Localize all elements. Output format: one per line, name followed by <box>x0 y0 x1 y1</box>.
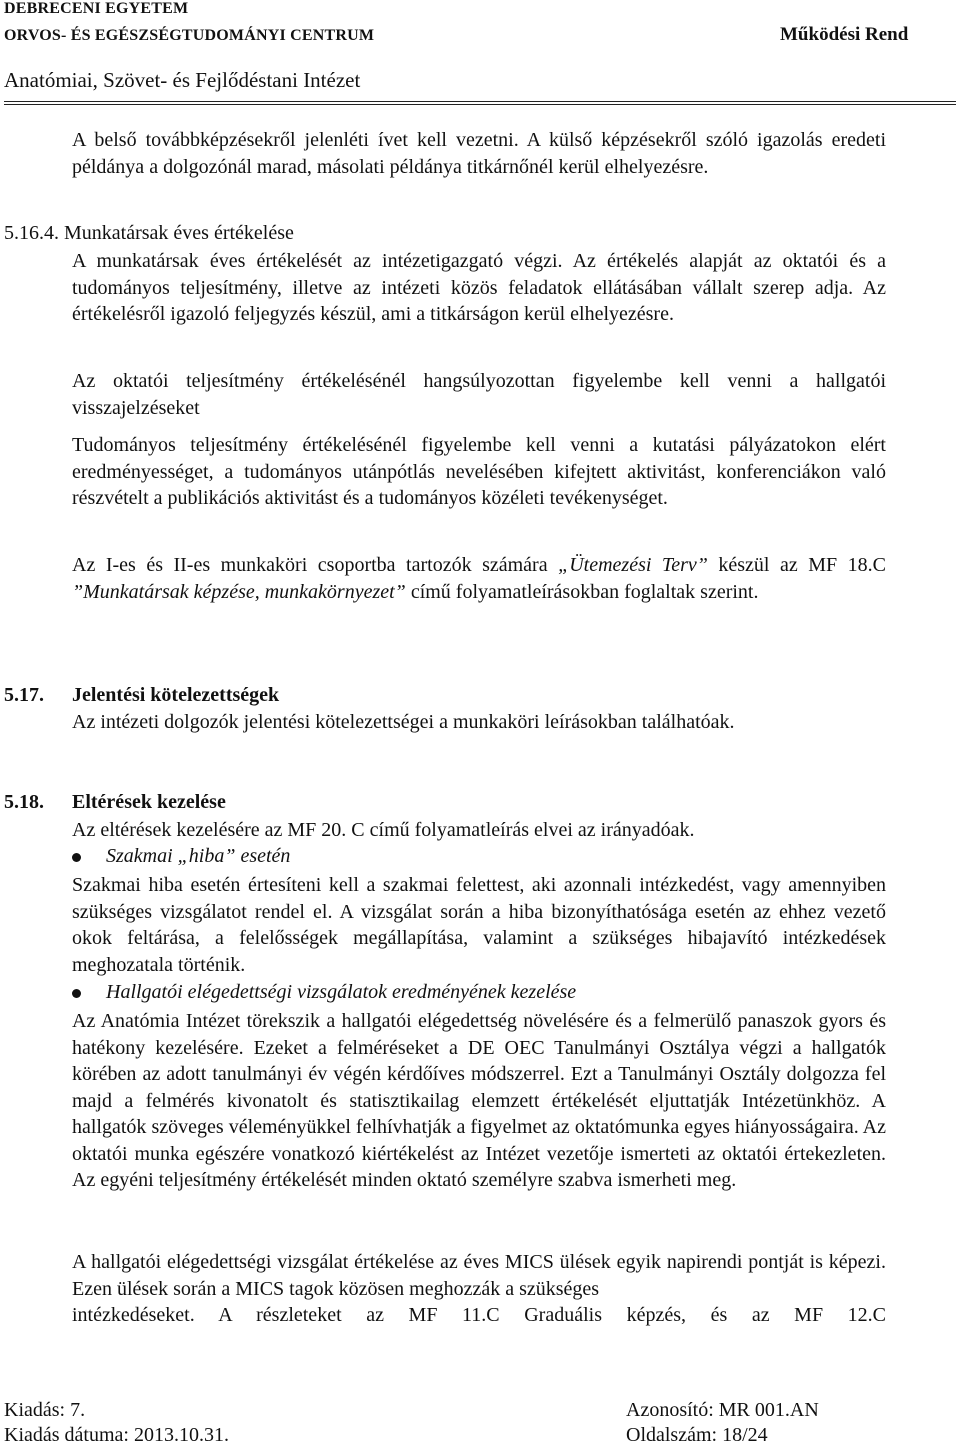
section-5-16-4-paragraph-1: A munkatársak éves értékelését az intézetigazgató végzi. Az értékelés alapját az oktatói és a tudományos teljesítmény, illetve az intézeti közös feladatok ellátásában vállalt szerep adja. Az értékelésről igazoló feljegyzés készül, ami a titkárságon kerül elhelyezésre. <box>72 250 886 325</box>
section-5-18-number: 5.18. <box>4 791 44 813</box>
bullet-1-title: Szakmai „hiba” esetén <box>106 845 291 867</box>
p4-term-training: ”Munkatársak képzése, munkakörnyezet” <box>72 580 406 603</box>
closing-paragraph-part-2: intézkedéseket. A részleteket az MF 11.C Graduális képzés, és az MF 12.C <box>72 1304 886 1326</box>
closing-paragraph <box>72 1249 886 1329</box>
header-university: DEBRECENI EGYETEM <box>4 0 189 17</box>
section-5-17-paragraph: Az intézeti dolgozók jelentési kötelezettségei a munkaköri leírásokban találhatóak. <box>72 711 735 733</box>
footer-page-number: Oldalszám: 18/24 <box>626 1424 768 1446</box>
bullet-icon <box>72 853 84 865</box>
section-5-16-4-paragraph-3: Tudományos teljesítmény értékelésénél figyelembe kell venni a kutatási pályázatokon elért eredményességet, a tudományos utánpótlás nevelésében kifejtett aktivitást, konferenciákon való részvételt a publikációs aktivitást és a tudományos közéleti tevékenységet. <box>72 434 886 509</box>
bullet-icon <box>72 989 84 1001</box>
section-5-17-number: 5.17. <box>4 684 44 706</box>
p4-text-mid: készül az MF 18.C <box>707 554 886 576</box>
header-rule-top <box>4 101 956 102</box>
footer-identifier: Azonosító: MR 001.AN <box>626 1399 819 1421</box>
section-5-16-4-paragraph-2: Az oktatói teljesítmény értékelésénél hangsúlyozottan figyelembe kell venni a hallgatói visszajelzéseket <box>72 370 886 419</box>
section-5-18-title: Eltérések kezelése <box>72 791 226 813</box>
header-rule-bottom <box>4 104 956 105</box>
intro-paragraph: A belső továbbképzésekről jelenléti ívet kell vezetni. A külső képzésekről szóló igazolás eredeti példánya a dolgozónál marad, másolati példánya titkárnőnél kerül elhelyezésre. <box>72 129 886 178</box>
bullet-2-text: Az Anatómia Intézet törekszik a hallgatói elégedettség növelésére és a felmerülő panaszok gyors és hatékony kezelésére. Ezeket a felméréseket a DE OEC Tanulmányi Osztálya végzi a hallgatók körében az adott tanulmányi év végén kérdőíves módszerrel. Ezt a Tanulmányi Osztály dolgozza fel majd a felmérés kivonatolt és statisztikailag elemzett értékelését eljuttatják Intézetünkhöz. A hallgatók szöveges véleményükkel felhívhatják a figyelmet az oktatómunka egyes hiányosságaira. Az oktatói munka egészére vonatkozó kiértékelést az Intézet vezetője ismerteti az oktatói értekezleten. Az egyéni teljesítmény értékelését minden oktató személyre szabva ismerheti meg. <box>72 1010 886 1191</box>
section-5-16-4-paragraph-4 <box>72 552 886 605</box>
section-5-17-title: Jelentési kötelezettségek <box>72 684 280 706</box>
p4-text-pre: Az I-es és II-es munkaköri csoportba tartozók számára <box>72 554 559 576</box>
closing-paragraph-part-1: A hallgatói elégedettségi vizsgálat értékelése az éves MICS ülések egyik napirendi pontját is képezi. Ezen ülések során a MICS tagok közösen meghozzák a szükséges <box>72 1251 886 1300</box>
header-center: ORVOS- ÉS EGÉSZSÉGTUDOMÁNYI CENTRUM <box>4 27 375 44</box>
header-doc-type: Működési Rend <box>780 24 909 45</box>
p4-term-schedule: „Ütemezési Terv” <box>558 554 708 576</box>
footer-edition: Kiadás: 7. <box>4 1399 86 1421</box>
bullet-2-title: Hallgatói elégedettségi vizsgálatok eredményének kezelése <box>106 981 577 1003</box>
footer-edition-date: Kiadás dátuma: 2013.10.31. <box>4 1424 229 1446</box>
section-5-18-paragraph: Az eltérések kezelésére az MF 20. C című folyamatleírás elvei az irányadóak. <box>72 819 695 841</box>
section-5-16-4-heading: 5.16.4. Munkatársak éves értékelése <box>4 222 294 244</box>
bullet-1-text: Szakmai hiba esetén értesíteni kell a szakmai felettest, aki azonnali intézkedést, vagy amennyiben szükséges vizsgálatot rendel el. A vizsgálat során a hiba bizonyíthatósága esetén az ehhez vezető okok feltárása, a felelősségek megállapítása, valamint a szükséges hibajavító intézkedések meghozatala történik. <box>72 874 886 976</box>
p4-text-post: című folyamatleírásokban foglaltak szerint. <box>405 580 759 603</box>
header-institute: Anatómiai, Szövet- és Fejlődéstani Intézet <box>4 68 361 92</box>
